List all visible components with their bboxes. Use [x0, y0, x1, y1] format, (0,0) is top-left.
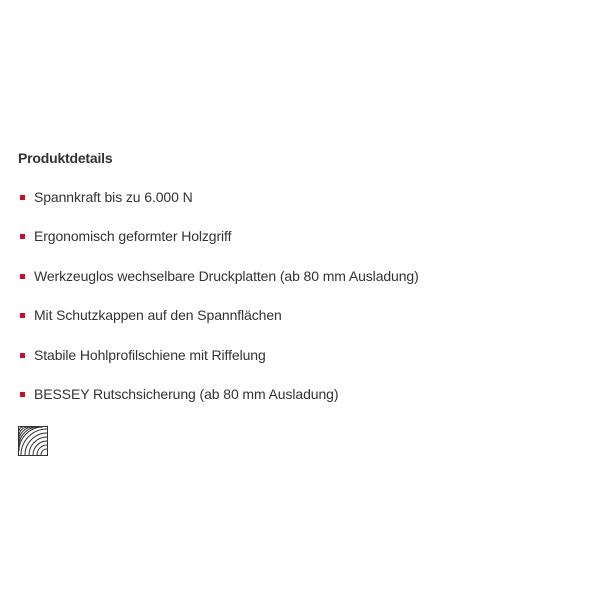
feature-item [18, 384, 419, 423]
feature-item [18, 226, 419, 265]
feature-item [18, 345, 419, 384]
feature-text: Spannkraft bis zu 6.000 N [34, 189, 193, 205]
feature-item [18, 266, 419, 305]
feature-item [18, 187, 419, 226]
feature-item [18, 305, 419, 344]
product-details-section [18, 149, 578, 402]
feature-text: Mit Schutzkappen auf den Spannflächen [34, 307, 282, 324]
feature-text: Ergonomisch geformter Holzgriff [34, 228, 232, 245]
feature-list [18, 187, 419, 423]
bullet-icon [20, 313, 25, 318]
bullet-icon [20, 274, 25, 279]
feature-text: BESSEY Rutschsicherung (ab 80 mm Ausladung) [34, 385, 339, 402]
bullet-icon [20, 195, 25, 200]
feature-text: Stabile Hohlprofilschiene mit Riffelung [34, 346, 266, 363]
product-details-heading: Produktdetails [18, 150, 113, 166]
bullet-icon [20, 353, 25, 358]
bullet-icon [20, 234, 25, 239]
feature-text: Werkzeuglos wechselbare Druckplatten (ab 80 mm Ausladung) [34, 267, 419, 284]
bullet-icon [20, 392, 25, 397]
wood-grain-icon [18, 426, 48, 456]
